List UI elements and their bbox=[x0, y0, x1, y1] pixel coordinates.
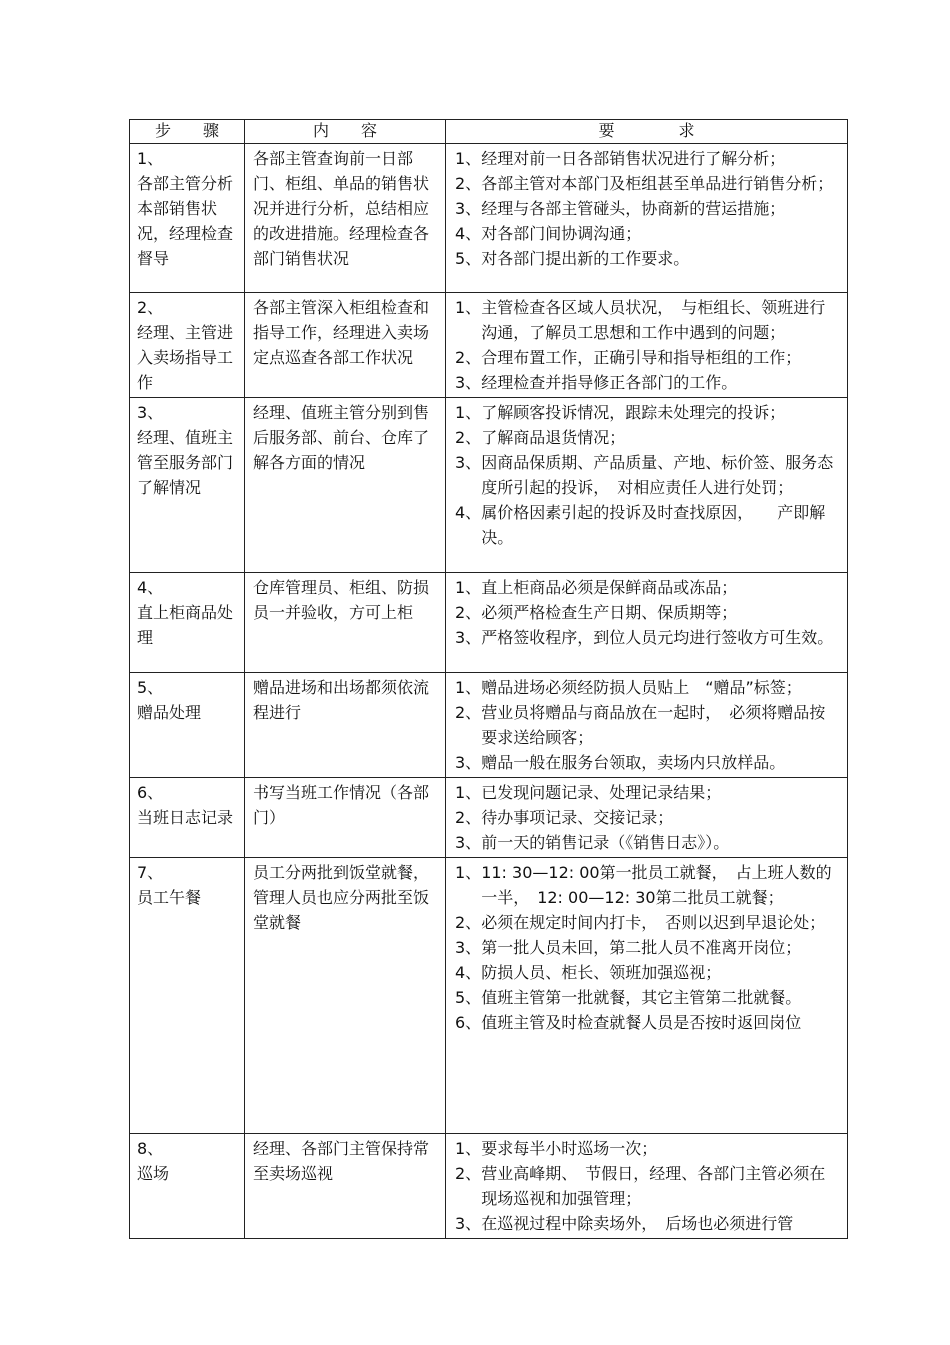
requirement-number: 2、 bbox=[455, 603, 482, 622]
requirement-item bbox=[455, 600, 841, 625]
table-row bbox=[130, 1134, 848, 1239]
requirement-item bbox=[455, 450, 841, 500]
requirement-text: 营业员将赠品与商品放在一起时， 必须将赠品按要求送给顾客； bbox=[481, 703, 826, 747]
requirement-number: 3、 bbox=[455, 373, 482, 392]
requirement-number: 1、 bbox=[455, 298, 482, 317]
requirement-number: 3、 bbox=[455, 453, 482, 472]
requirement-item bbox=[455, 985, 841, 1010]
requirement-number: 1、 bbox=[455, 1139, 482, 1158]
requirement-number: 1、 bbox=[455, 678, 482, 697]
step-cell bbox=[130, 293, 245, 398]
requirement-text: 了解顾客投诉情况，跟踪未处理完的投诉； bbox=[481, 403, 786, 422]
requirement-text: 要求每半小时巡场一次； bbox=[481, 1139, 658, 1158]
table-row bbox=[130, 573, 848, 673]
requirement-text: 赠品进场必须经防损人员贴上 “赠品”标签； bbox=[481, 678, 802, 697]
content-cell: 员工分两批到饭堂就餐，管理人员也应分两批至饭堂就餐 bbox=[245, 858, 446, 1134]
requirement-number: 5、 bbox=[455, 249, 482, 268]
step-cell bbox=[130, 573, 245, 673]
requirements-cell bbox=[446, 293, 848, 398]
requirement-item bbox=[455, 675, 841, 700]
table-body bbox=[130, 144, 848, 1239]
header-content: 内 容 bbox=[245, 120, 446, 144]
table-row bbox=[130, 398, 848, 573]
requirement-item bbox=[455, 345, 841, 370]
requirement-text: 对各部门间协调沟通； bbox=[481, 224, 642, 243]
requirement-text: 因商品保质期、产品质量、产地、标价签、服务态度所引起的投诉， 对相应责任人进行处罚； bbox=[481, 453, 834, 497]
procedure-table bbox=[129, 119, 848, 1239]
requirement-number: 3、 bbox=[455, 753, 482, 772]
requirement-number: 1、 bbox=[455, 149, 482, 168]
requirement-item bbox=[455, 935, 841, 960]
content-cell: 仓库管理员、柜组、防损员一并验收，方可上柜 bbox=[245, 573, 446, 673]
table-row bbox=[130, 673, 848, 778]
requirement-item bbox=[455, 780, 841, 805]
requirement-number: 5、 bbox=[455, 988, 482, 1007]
requirements-cell bbox=[446, 673, 848, 778]
requirement-text: 合理布置工作，正确引导和指导柜组的工作； bbox=[481, 348, 802, 367]
requirement-item bbox=[455, 146, 841, 171]
requirement-item bbox=[455, 625, 841, 650]
step-cell bbox=[130, 778, 245, 858]
requirement-text: 在巡视过程中除卖场外， 后场也必须进行管 bbox=[481, 1214, 794, 1233]
requirement-text: 防损人员、柜长、领班加强巡视； bbox=[481, 963, 722, 982]
requirement-text: 前一天的销售记录（《销售日志》）。 bbox=[481, 833, 730, 852]
requirement-text: 主管检查各区域人员状况， 与柜组长、领班进行沟通，了解员工思想和工作中遇到的问题； bbox=[481, 298, 826, 342]
requirements-cell bbox=[446, 778, 848, 858]
step-cell bbox=[130, 673, 245, 778]
table-row bbox=[130, 293, 848, 398]
requirement-item bbox=[455, 750, 841, 775]
requirement-item bbox=[455, 1010, 841, 1035]
requirement-item bbox=[455, 1211, 841, 1236]
step-title: 各部主管分析本部销售状况，经理检查督导 bbox=[137, 174, 234, 268]
requirement-text: 直上柜商品必须是保鲜商品或冻品； bbox=[481, 578, 738, 597]
requirement-number: 1、 bbox=[455, 578, 482, 597]
table-row bbox=[130, 144, 848, 293]
requirement-text: 属价格因素引起的投诉及时查找原因， 产即解决。 bbox=[481, 503, 826, 547]
requirement-number: 2、 bbox=[455, 808, 482, 827]
requirement-item bbox=[455, 196, 841, 221]
step-number: 8、 bbox=[137, 1139, 164, 1158]
requirement-number: 3、 bbox=[455, 833, 482, 852]
step-title: 当班日志记录 bbox=[137, 808, 234, 827]
requirement-number: 1、 bbox=[455, 863, 482, 882]
requirement-number: 2、 bbox=[455, 428, 482, 447]
requirement-text: 值班主管第一批就餐，其它主管第二批就餐。 bbox=[481, 988, 802, 1007]
step-number: 1、 bbox=[137, 149, 164, 168]
content-cell: 各部主管查询前一日部门、柜组、单品的销售状况并进行分析，总结相应的改进措施。经理检查各部门销售状况 bbox=[245, 144, 446, 293]
step-cell bbox=[130, 144, 245, 293]
requirement-number: 6、 bbox=[455, 1013, 482, 1032]
requirement-number: 2、 bbox=[455, 348, 482, 367]
requirement-number: 1、 bbox=[455, 783, 482, 802]
content-cell: 书写当班工作情况（各部门） bbox=[245, 778, 446, 858]
requirements-cell bbox=[446, 144, 848, 293]
requirement-text: 了解商品退货情况； bbox=[481, 428, 626, 447]
requirement-item bbox=[455, 960, 841, 985]
requirement-item bbox=[455, 1161, 841, 1211]
requirement-text: 必须在规定时间内打卡， 否则以迟到早退论处； bbox=[481, 913, 826, 932]
content-cell: 赠品进场和出场都须依流程进行 bbox=[245, 673, 446, 778]
step-cell bbox=[130, 1134, 245, 1239]
requirement-text: 值班主管及时检查就餐人员是否按时返回岗位 bbox=[481, 1013, 802, 1032]
requirement-number: 3、 bbox=[455, 628, 482, 647]
requirement-text: 各部主管对本部门及柜组甚至单品进行销售分析； bbox=[481, 174, 834, 193]
content-cell: 各部主管深入柜组检查和指导工作，经理进入卖场定点巡查各部工作状况 bbox=[245, 293, 446, 398]
step-title: 经理、值班主管至服务部门了解情况 bbox=[137, 428, 234, 497]
requirements-cell bbox=[446, 398, 848, 573]
requirement-text: 经理检查并指导修正各部门的工作。 bbox=[481, 373, 738, 392]
requirement-text: 待办事项记录、交接记录； bbox=[481, 808, 674, 827]
requirement-item bbox=[455, 171, 841, 196]
step-cell bbox=[130, 398, 245, 573]
requirement-item bbox=[455, 221, 841, 246]
table-row bbox=[130, 858, 848, 1134]
requirement-number: 4、 bbox=[455, 503, 482, 522]
requirement-text: 经理与各部主管碰头，协商新的营运措施； bbox=[481, 199, 786, 218]
requirement-text: 经理对前一日各部销售状况进行了解分析； bbox=[481, 149, 786, 168]
requirement-number: 2、 bbox=[455, 174, 482, 193]
step-cell bbox=[130, 858, 245, 1134]
requirement-number: 3、 bbox=[455, 938, 482, 957]
requirement-number: 4、 bbox=[455, 224, 482, 243]
content-cell: 经理、值班主管分别到售后服务部、前台、仓库了解各方面的情况 bbox=[245, 398, 446, 573]
content-cell: 经理、各部门主管保持常至卖场巡视 bbox=[245, 1134, 446, 1239]
requirement-number: 3、 bbox=[455, 199, 482, 218]
requirement-item bbox=[455, 500, 841, 550]
requirement-number: 1、 bbox=[455, 403, 482, 422]
step-title: 赠品处理 bbox=[137, 703, 202, 722]
requirement-item bbox=[455, 246, 841, 271]
step-title: 经理、主管进入卖场指导工作 bbox=[137, 323, 234, 392]
requirement-item bbox=[455, 830, 841, 855]
requirement-item bbox=[455, 1136, 841, 1161]
requirement-number: 2、 bbox=[455, 1164, 482, 1183]
header-step: 步 骤 bbox=[130, 120, 245, 144]
requirements-cell bbox=[446, 858, 848, 1134]
requirement-item bbox=[455, 860, 841, 910]
header-row bbox=[130, 120, 848, 144]
requirement-item bbox=[455, 700, 841, 750]
requirement-item bbox=[455, 400, 841, 425]
step-title: 巡场 bbox=[137, 1164, 170, 1183]
header-requirements: 要 求 bbox=[446, 120, 848, 144]
requirement-number: 4、 bbox=[455, 963, 482, 982]
requirement-item bbox=[455, 910, 841, 935]
requirements-cell bbox=[446, 573, 848, 673]
requirement-text: 11: 30—12: 00第一批员工就餐， 占上班人数的一半， 12: 00—12: 30第二批员工就餐； bbox=[481, 863, 832, 907]
step-number: 6、 bbox=[137, 783, 164, 802]
requirement-item bbox=[455, 370, 841, 395]
requirement-item bbox=[455, 295, 841, 345]
requirement-text: 营业高峰期、 节假日，经理、各部门主管必须在现场巡视和加强管理； bbox=[481, 1164, 826, 1208]
step-number: 7、 bbox=[137, 863, 164, 882]
requirement-text: 已发现问题记录、处理记录结果； bbox=[481, 783, 722, 802]
requirement-number: 2、 bbox=[455, 703, 482, 722]
step-title: 直上柜商品处理 bbox=[137, 603, 234, 647]
requirement-item bbox=[455, 425, 841, 450]
requirement-number: 2、 bbox=[455, 913, 482, 932]
requirement-text: 严格签收程序，到位人员元均进行签收方可生效。 bbox=[481, 628, 834, 647]
requirement-text: 赠品一般在服务台领取，卖场内只放样品。 bbox=[481, 753, 786, 772]
requirement-text: 对各部门提出新的工作要求。 bbox=[481, 249, 690, 268]
requirement-text: 必须严格检查生产日期、保质期等； bbox=[481, 603, 738, 622]
table-row bbox=[130, 778, 848, 858]
requirement-item bbox=[455, 575, 841, 600]
step-number: 2、 bbox=[137, 298, 164, 317]
step-number: 5、 bbox=[137, 678, 164, 697]
requirement-number: 3、 bbox=[455, 1214, 482, 1233]
requirement-text: 第一批人员未回，第二批人员不准离开岗位； bbox=[481, 938, 802, 957]
step-number: 3、 bbox=[137, 403, 164, 422]
step-number: 4、 bbox=[137, 578, 164, 597]
requirements-cell bbox=[446, 1134, 848, 1239]
step-title: 员工午餐 bbox=[137, 888, 202, 907]
requirement-item bbox=[455, 805, 841, 830]
